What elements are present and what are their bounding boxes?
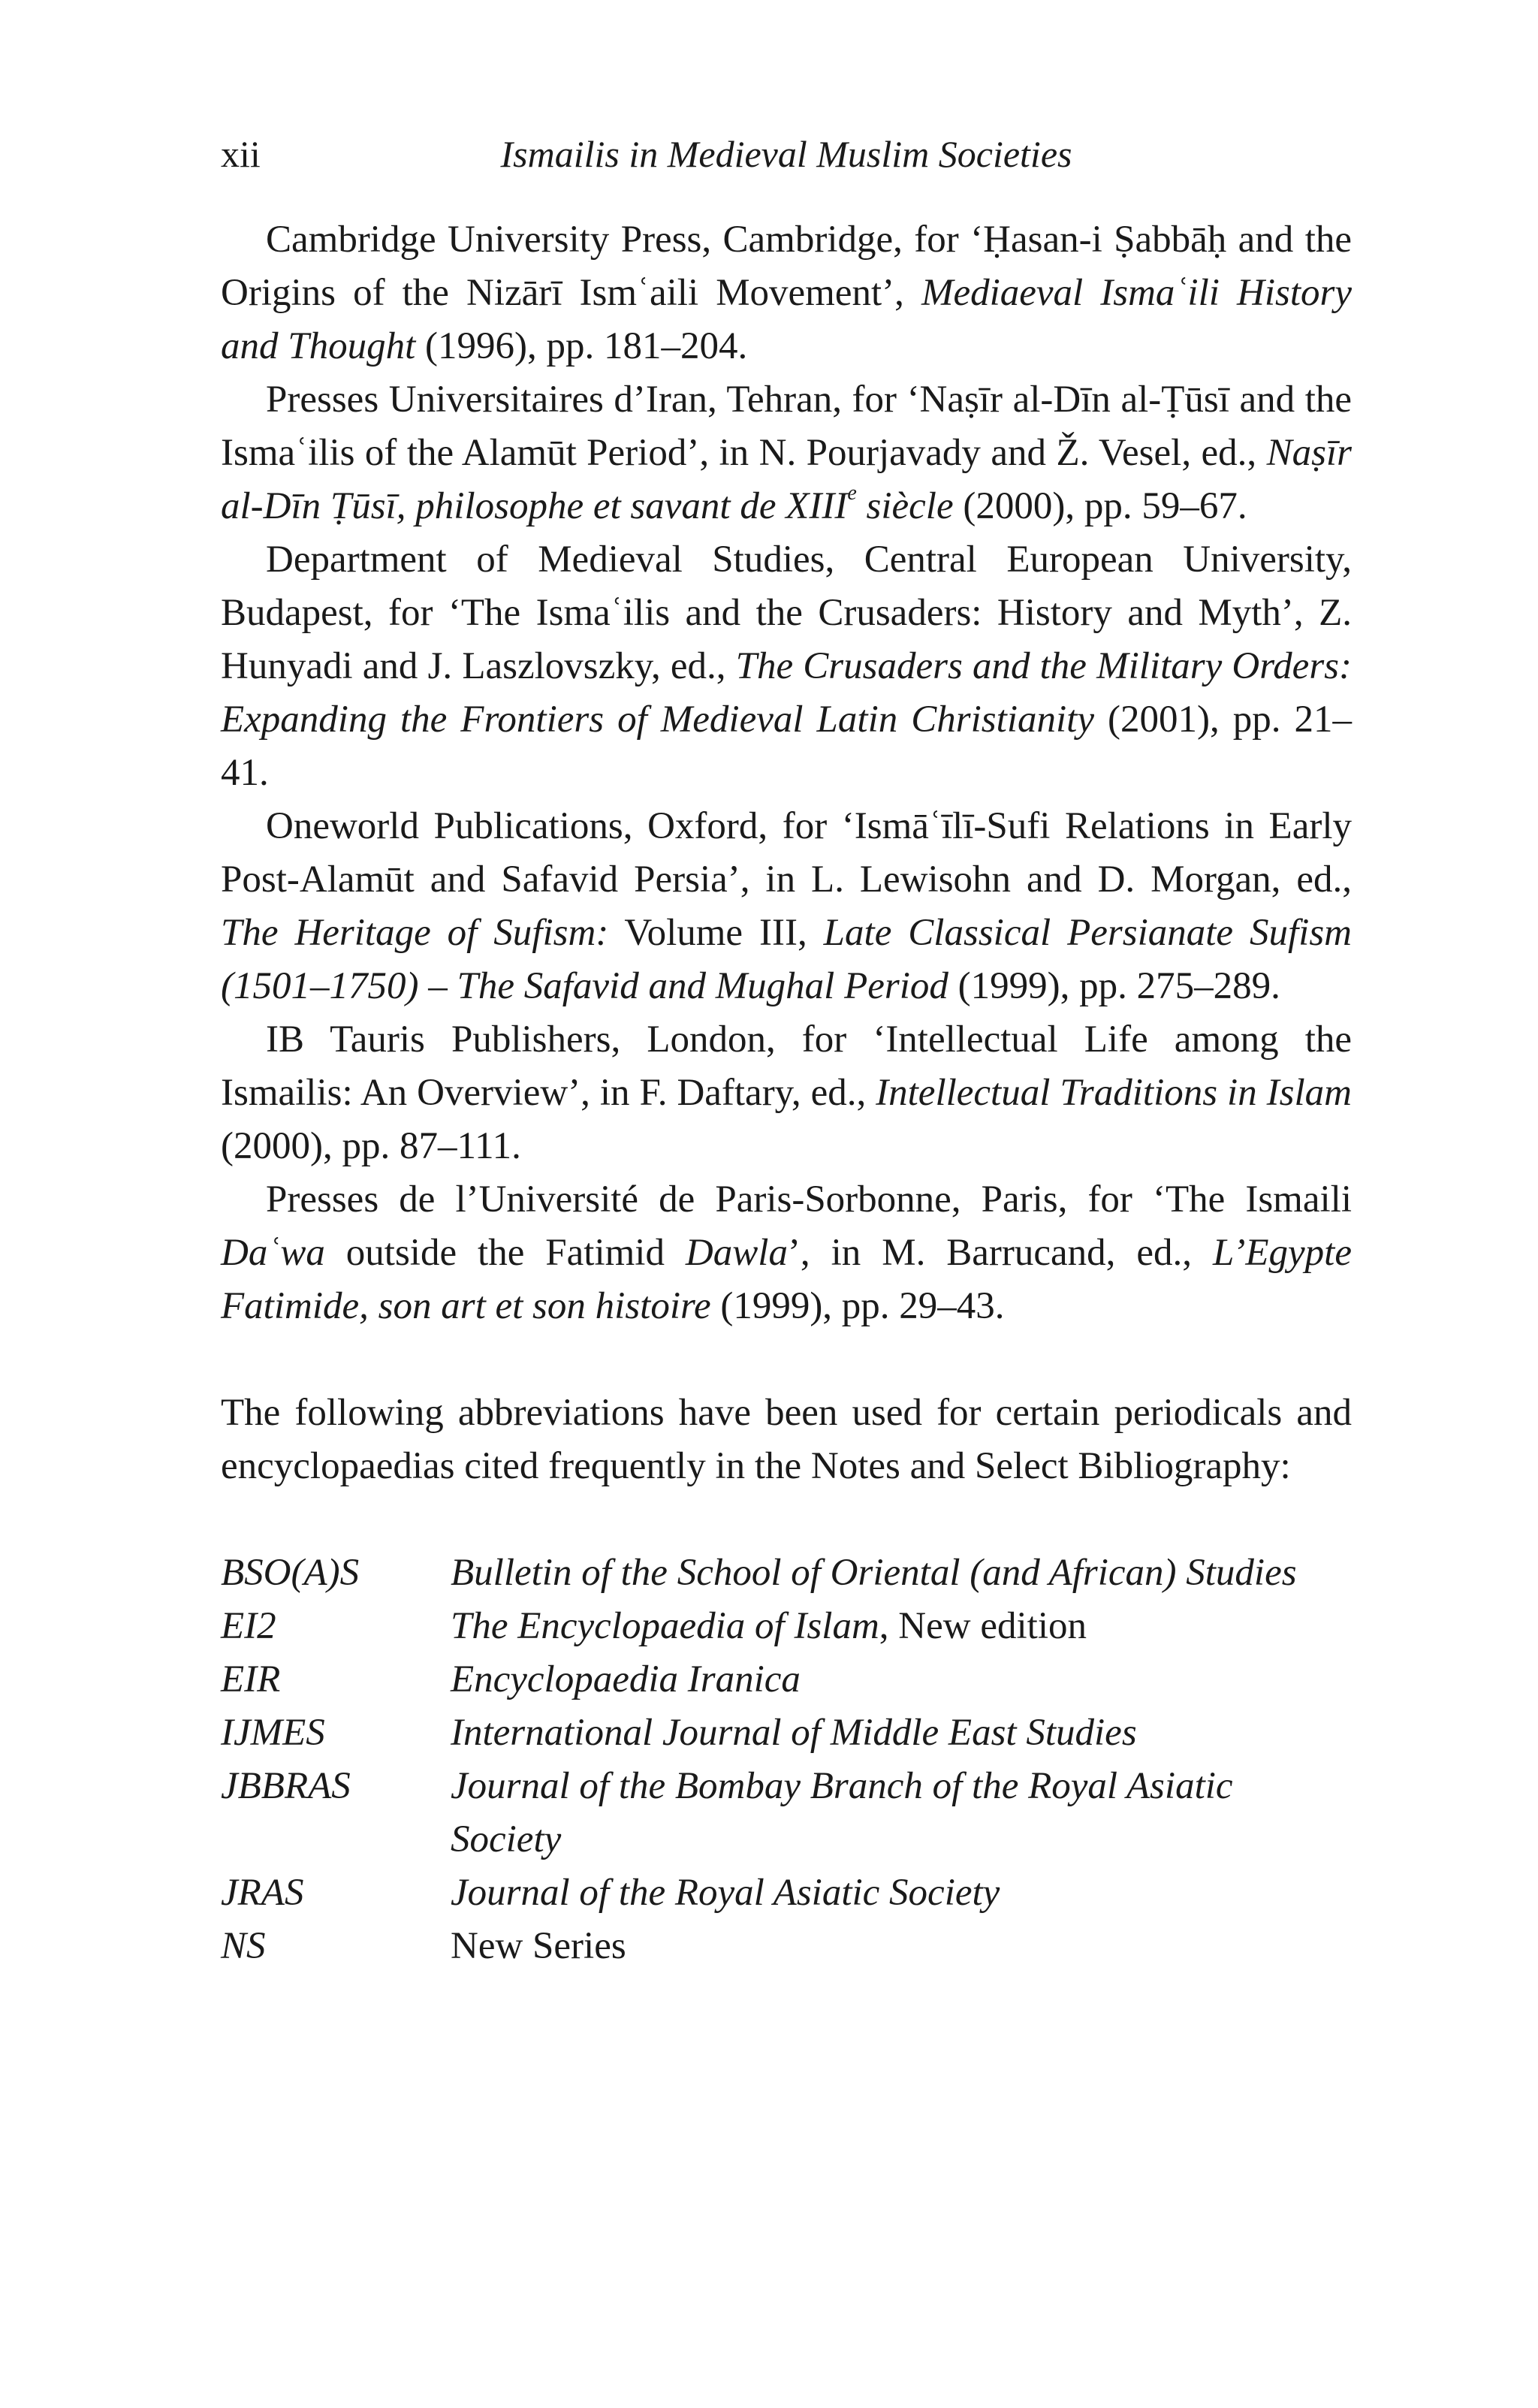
ack-text: (1999), pp. 29–43. (710, 1285, 1005, 1327)
abbreviations-list (221, 1546, 1352, 1973)
abbreviation-expansion (451, 1920, 1352, 1973)
abbreviation-code: BSO(A)S (221, 1552, 360, 1594)
ack-text: Cambridge University Press, Cambridge, for ‘Ḥasan-i Ṣabbāḥ and the Origins of the Nizārī Ismʿaili Movement’, (221, 219, 1352, 314)
ack-text: Department of Medieval Studies, Central European University, Budapest, for ‘The Ismaʿilis and the Crusaders: History and Myth’, Z. Hunyadi and J. Laszlovszky, ed., (221, 539, 1352, 687)
acknowledgement-paragraph (221, 1173, 1352, 1333)
ack-title: Late Classical Persianate Sufism (1501–1750) – The Safavid and Mughal Period (221, 912, 1353, 1007)
abbreviation-title: Journal of the Royal Asiatic Society (451, 1872, 1000, 1914)
ack-text: (2000), pp. 87–111. (221, 1125, 521, 1167)
abbreviation-expansion (451, 1706, 1352, 1760)
abbreviation-code: JBBRAS (221, 1765, 351, 1807)
ack-text: (2001), pp. 21–41. (221, 699, 1352, 794)
abbreviation-code: IJMES (221, 1712, 325, 1754)
acknowledgement-paragraph (221, 1013, 1352, 1173)
page-body (221, 213, 1352, 1973)
abbreviation-code: EIR (221, 1658, 281, 1700)
abbreviation-expansion (451, 1546, 1352, 1600)
abbreviation-expansion (451, 1600, 1352, 1653)
abbreviation-row (221, 1760, 1352, 1866)
abbreviation-title: Bulletin of the School of Oriental (and African) Studies (451, 1552, 1297, 1594)
ack-title: The Heritage of Sufism: (221, 912, 609, 954)
abbreviation-title: International Journal of Middle East Studies (451, 1712, 1137, 1754)
acknowledgement-paragraph (221, 373, 1352, 533)
abbreviation-code: NS (221, 1925, 266, 1967)
abbreviation-title: Journal of the Bombay Branch of the Royal Asiatic Society (451, 1765, 1233, 1860)
page-number: xii (221, 133, 261, 175)
ack-text: IB Tauris Publishers, London, for ‘Intellectual Life among the Ismailis: An Overview’, in F. Daftary, ed., (221, 1018, 1352, 1114)
abbreviation-row (221, 1600, 1352, 1653)
abbreviation-row (221, 1866, 1352, 1920)
abbreviation-row (221, 1653, 1352, 1706)
page-header (221, 128, 1352, 180)
abbreviation-code: EI2 (221, 1605, 276, 1647)
abbreviation-title: Encyclopaedia Iranica (451, 1658, 801, 1700)
abbreviation-title: The Encyclopaedia of Islam (451, 1605, 879, 1647)
ack-title: The Crusaders and the Military Orders: Expanding the Frontiers of Medieval Latin Christianity (221, 645, 1352, 741)
abbreviation-row (221, 1920, 1352, 1973)
ack-text: Volume III, (608, 912, 824, 954)
abbreviation-row (221, 1706, 1352, 1760)
ack-title: L’Egypte Fatimide, son art et son histoire (221, 1232, 1352, 1327)
ack-title-part: siècle (856, 485, 954, 527)
acknowledgement-paragraph (221, 213, 1352, 373)
ack-text: ’, in M. Barrucand, ed., (787, 1232, 1213, 1274)
ack-text: (1996), pp. 181–204. (415, 325, 748, 367)
ack-text: Presses Universitaires d’Iran, Tehran, for ‘Naṣīr al-Dīn al-Ṭūsī and the Ismaʿilis of the Alamūt Period’, in N. Pourjavady and Ž. Vesel, ed., (221, 379, 1352, 474)
ack-title: Dawla (685, 1232, 788, 1274)
ack-title: Intellectual Traditions in Islam (876, 1072, 1352, 1114)
abbreviation-rest: New Series (451, 1925, 626, 1967)
ack-text: Oneworld Publications, Oxford, for ‘Ismāʿīlī-Sufi Relations in Early Post-Alamūt and Safavid Persia’, in L. Lewisohn and D. Morgan, ed., (221, 805, 1352, 901)
running-title: Ismailis in Medieval Muslim Societies (500, 133, 1072, 175)
ack-title-superscript: e (847, 481, 857, 505)
acknowledgement-paragraph (221, 800, 1352, 1013)
abbreviation-expansion (451, 1653, 1352, 1706)
ack-title-part: Naṣīr al-Dīn Ṭūsī, philosophe et savant de XIII (221, 432, 1352, 527)
abbreviation-rest: , New edition (879, 1605, 1087, 1647)
ack-title: Mediaeval Ismaʿili History and Thought (221, 272, 1352, 367)
ack-text: (2000), pp. 59–67. (953, 485, 1247, 527)
acknowledgement-paragraph (221, 533, 1352, 800)
ack-title: Daʿwa (221, 1232, 325, 1274)
ack-text: (1999), pp. 275–289. (948, 965, 1280, 1007)
ack-text: outside the Fatimid (324, 1232, 686, 1274)
abbreviation-expansion (451, 1866, 1352, 1920)
abbreviation-expansion (451, 1760, 1352, 1866)
abbreviation-row (221, 1546, 1352, 1600)
abbreviations-intro: The following abbreviations have been used for certain periodicals and encyclopaedias cited frequently in the Notes and Select Bibliography: (221, 1392, 1352, 1487)
ack-text: Presses de l’Université de Paris-Sorbonne, Paris, for ‘The Ismaili (266, 1178, 1352, 1221)
abbreviation-code: JRAS (221, 1872, 304, 1914)
